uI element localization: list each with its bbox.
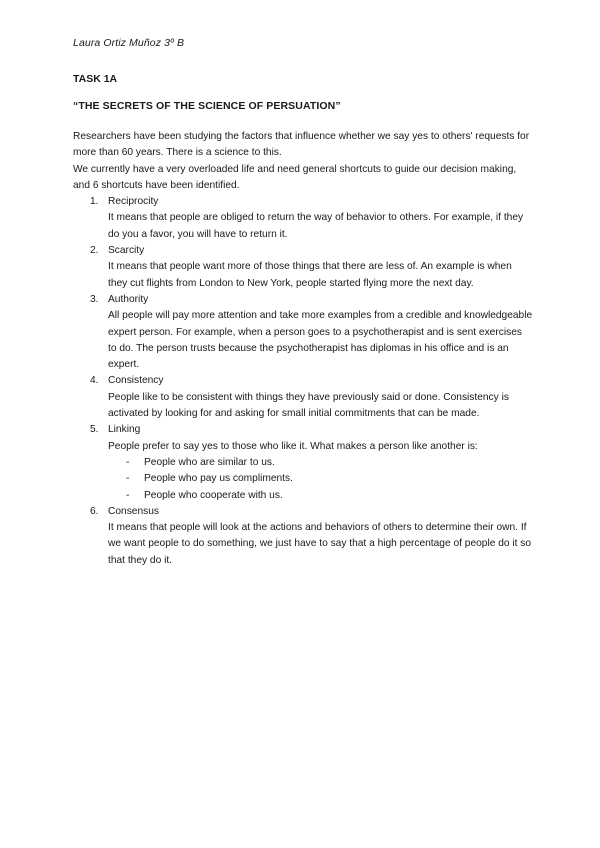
intro-paragraph-2: We currently have a very overloaded life and need general shortcuts to guide our decision making, and 6 shortcuts have been identified. [73,163,517,191]
list-item-number: 1. [90,196,99,208]
list-item-title: Consistency [108,375,164,387]
list-item-title: Reciprocity [108,196,159,208]
list-item-text: People like to be consistent with things they have previously said or done. Consistency is activated by looking for and asking for small initial commitments that can be made. [108,391,509,420]
sublist-item [108,488,533,504]
list-item-text: It means that people want more of those things that there are less of. An example is when they cut flights from London to New York, people started flying more the next day. [108,261,512,289]
list-item-title: Scarcity [108,245,145,257]
shortcuts-list [73,194,533,569]
list-item-title: Authority [108,293,149,305]
list-item-title: Linking [108,424,141,436]
sublist-item [108,471,533,487]
list-item-consistency [73,373,533,422]
document-title: “THE SECRETS OF THE SCIENCE OF PERSUATION” [73,100,341,112]
list-item-text: All people will pay more attention and take more examples from a credible and knowledgeable expert person. For example, when a person goes to a psychotherapist and is sent exercises to do. The person trusts because the psychotherapist has diplomas in his office and is an expert. [108,310,533,371]
list-item-number: 5. [90,424,99,436]
list-item-number: 6. [90,505,99,517]
list-item-text: People prefer to say yes to those who like it. What makes a person like another is: [108,440,478,452]
sublist-item [108,455,533,471]
dash-bullet: - [126,489,130,501]
list-item-number: 4. [90,375,99,387]
sublist-item-text: People who pay us compliments. [144,473,293,485]
list-item-linking [73,422,533,503]
dash-bullet: - [126,473,130,485]
linking-sublist [108,455,533,504]
intro-paragraph-1: Researchers have been studying the factors that influence whether we say yes to others' requests for more than 60 years. There is a science to this. [73,131,530,159]
list-item-reciprocity [73,194,533,243]
sublist-item-text: People who are similar to us. [144,456,275,468]
list-item-text: It means that people are obliged to return the way of behavior to others. For example, if they do you a favor, you will have to return it. [108,212,524,240]
sublist-item-text: People who cooperate with us. [144,489,283,501]
list-item-authority [73,292,533,373]
list-item-number: 3. [90,293,99,305]
list-item-number: 2. [90,245,99,257]
list-item-title: Consensus [108,505,159,517]
document-body [73,129,533,569]
list-item-text: It means that people will look at the actions and behaviors of others to determine their own. If we want people to do something, we just have to say that a high percentage of people do it so that they do it. [108,522,532,566]
author-header: Laura Ortiz Muñoz 3º B [73,37,185,49]
task-title: TASK 1A [73,73,118,85]
dash-bullet: - [126,456,130,468]
list-item-consensus [73,504,533,569]
list-item-scarcity [73,243,533,292]
